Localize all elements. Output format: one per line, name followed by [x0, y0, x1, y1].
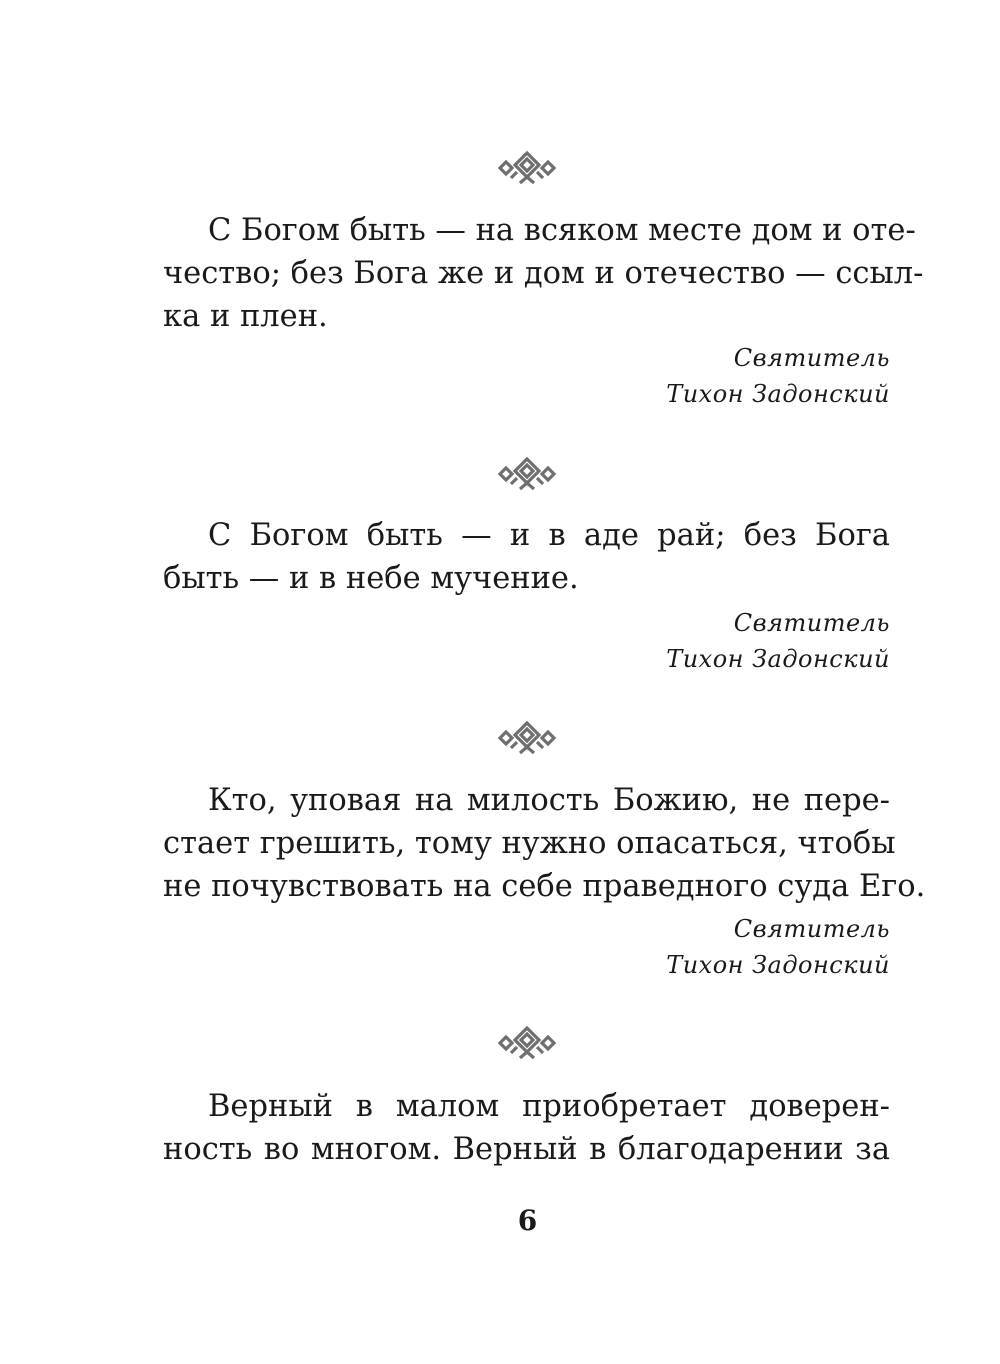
- quote-line: не почувствовать на себе праведного суда Его.: [163, 869, 926, 904]
- attribution-name: Тихон Задонский: [666, 951, 890, 979]
- quote-line: С Богом быть — на всяком месте дом и оте-: [208, 213, 916, 248]
- attribution-name: Тихон Задонский: [666, 645, 890, 673]
- quote-line: ка и плен.: [163, 299, 328, 334]
- quote-line: Кто, уповая на милость Божию, не пере-: [208, 783, 890, 818]
- page-number: 6: [517, 1204, 538, 1237]
- ornament-icon: [496, 456, 558, 492]
- quote-line: быть — и в небе мучение.: [163, 561, 579, 596]
- ornament-icon: [496, 1025, 558, 1061]
- ornament-icon: [496, 150, 558, 186]
- quote-line: ность во многом. Верный в благодарении за: [163, 1132, 890, 1167]
- attribution-title: Святитель: [733, 915, 890, 943]
- attribution-title: Святитель: [733, 609, 890, 637]
- ornament-icon: [496, 720, 558, 756]
- quote-line: Верный в малом приобретает доверен-: [208, 1089, 890, 1124]
- quote-line: чество; без Бога же и дом и отечество — ссыл-: [163, 256, 924, 291]
- quote-line: С Богом быть — и в аде рай; без Бога: [208, 518, 890, 553]
- quote-line: стает грешить, тому нужно опасаться, чтобы: [163, 826, 896, 861]
- attribution-name: Тихон Задонский: [666, 380, 890, 408]
- attribution-title: Святитель: [733, 344, 890, 372]
